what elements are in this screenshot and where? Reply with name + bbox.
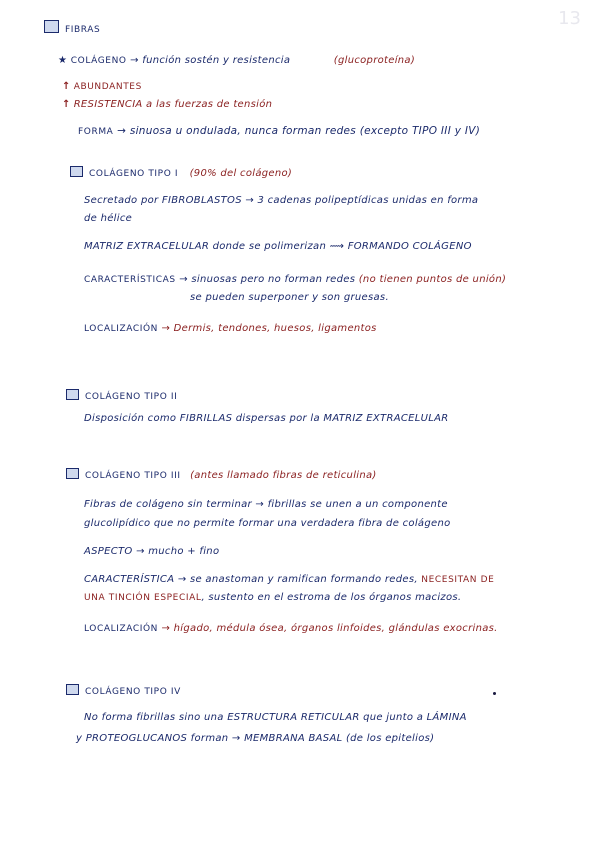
ink-dot	[493, 692, 496, 695]
tipo4-line-1: No forma fibrillas sino una ESTRUCTURA RETICULAR que junto a LÁMINA	[84, 712, 467, 723]
intro-line-3	[62, 98, 272, 112]
tipo1-line-2: de hélice	[84, 213, 133, 224]
intro-line-2	[62, 80, 142, 94]
term-caracteristicas: CARACTERÍSTICAS	[84, 275, 176, 285]
tipo3-line-5	[84, 591, 461, 605]
tipo3-line-1: Fibras de colágeno sin terminar → fibrillas se unen a un componente	[84, 499, 448, 510]
tipo3-line-5-text: , sustento en el estroma de los órganos macizos.	[201, 592, 462, 603]
tipo3-line-5-red: UNA TINCIÓN ESPECIAL	[84, 593, 202, 603]
tipo1-line-6	[84, 322, 377, 336]
tipo3-line-6	[84, 622, 498, 636]
term-localizacion: LOCALIZACIÓN	[84, 624, 159, 634]
tipo3-line-4	[84, 573, 494, 587]
intro-line-1	[58, 54, 415, 68]
intro-line-1-paren: (glucoproteína)	[333, 55, 416, 66]
star-icon: ★	[58, 55, 68, 66]
tipo2-heading-text: COLÁGENO TIPO II	[85, 392, 178, 402]
intro-line-4	[78, 124, 480, 139]
checkbox-square-icon	[66, 684, 79, 695]
arrow-up-icon: ↑	[62, 81, 71, 92]
tipo1-line-4	[84, 273, 506, 287]
tipo3-line-6-text: → hígado, médula ósea, órganos linfoides, glándulas exocrinas.	[161, 623, 498, 634]
term-forma: FORMA	[78, 127, 114, 137]
tipo1-line-5: se pueden superponer y son gruesas.	[190, 292, 389, 303]
tipo3-line-2: glucolipídico que no permite formar una verdadera fibra de colágeno	[84, 518, 451, 529]
section-title	[44, 20, 100, 37]
arrow-up-icon: ↑	[62, 99, 71, 110]
tipo1-line-1: Secretado por FIBROBLASTOS → 3 cadenas polipeptídicas unidas en forma	[84, 195, 479, 206]
intro-line-4-text: → sinuosa u ondulada, nunca forman redes (excepto TIPO III y IV)	[117, 125, 481, 137]
checkbox-square-icon	[66, 468, 79, 479]
corner-mark: 13	[558, 8, 581, 29]
checkbox-square-icon	[66, 389, 79, 400]
tipo1-heading-paren: (90% del colágeno)	[189, 168, 293, 179]
intro-line-2-text: ABUNDANTES	[73, 82, 142, 92]
checkbox-square-icon	[70, 166, 83, 177]
term-localizacion: LOCALIZACIÓN	[84, 324, 159, 334]
tipo1-line-4-text: → sinuosas pero no forman redes	[179, 274, 356, 285]
tipo3-line-4-red: NECESITAN DE	[421, 575, 495, 585]
page-title: FIBRAS	[65, 25, 101, 35]
tipo4-heading-text: COLÁGENO TIPO IV	[85, 687, 181, 697]
tipo3-heading-paren: (antes llamado fibras de reticulina)	[190, 470, 377, 481]
tipo3-line-4-text: CARACTERÍSTICA → se anastoman y ramifican formando redes,	[84, 574, 418, 585]
tipo1-line-4-paren: (no tienen puntos de unión)	[358, 274, 507, 285]
tipo2-heading	[66, 389, 177, 404]
intro-line-3-text: RESISTENCIA a las fuerzas de tensión	[73, 99, 273, 110]
tipo1-line-3: MATRIZ EXTRACELULAR donde se polimerizan ⟿ FORMANDO COLÁGENO	[84, 241, 472, 252]
intro-line-1-text: → función sostén y resistencia	[130, 55, 291, 66]
tipo4-heading	[66, 684, 181, 699]
tipo1-heading-text: COLÁGENO TIPO I	[89, 169, 179, 179]
tipo1-line-6-text: → Dermis, tendones, huesos, ligamentos	[161, 323, 377, 334]
tipo2-line-1: Disposición como FIBRILLAS dispersas por la MATRIZ EXTRACELULAR	[84, 413, 449, 424]
tipo3-line-3: ASPECTO → mucho + fino	[84, 546, 220, 557]
term-colageno: COLÁGENO	[70, 56, 127, 66]
tipo4-line-2: y PROTEOGLUCANOS forman → MEMBRANA BASAL (de los epitelios)	[76, 733, 435, 744]
tipo3-heading-text: COLÁGENO TIPO III	[85, 471, 181, 481]
tipo3-heading	[66, 468, 377, 483]
tipo1-heading	[70, 166, 292, 181]
checkbox-square-icon	[44, 20, 59, 33]
